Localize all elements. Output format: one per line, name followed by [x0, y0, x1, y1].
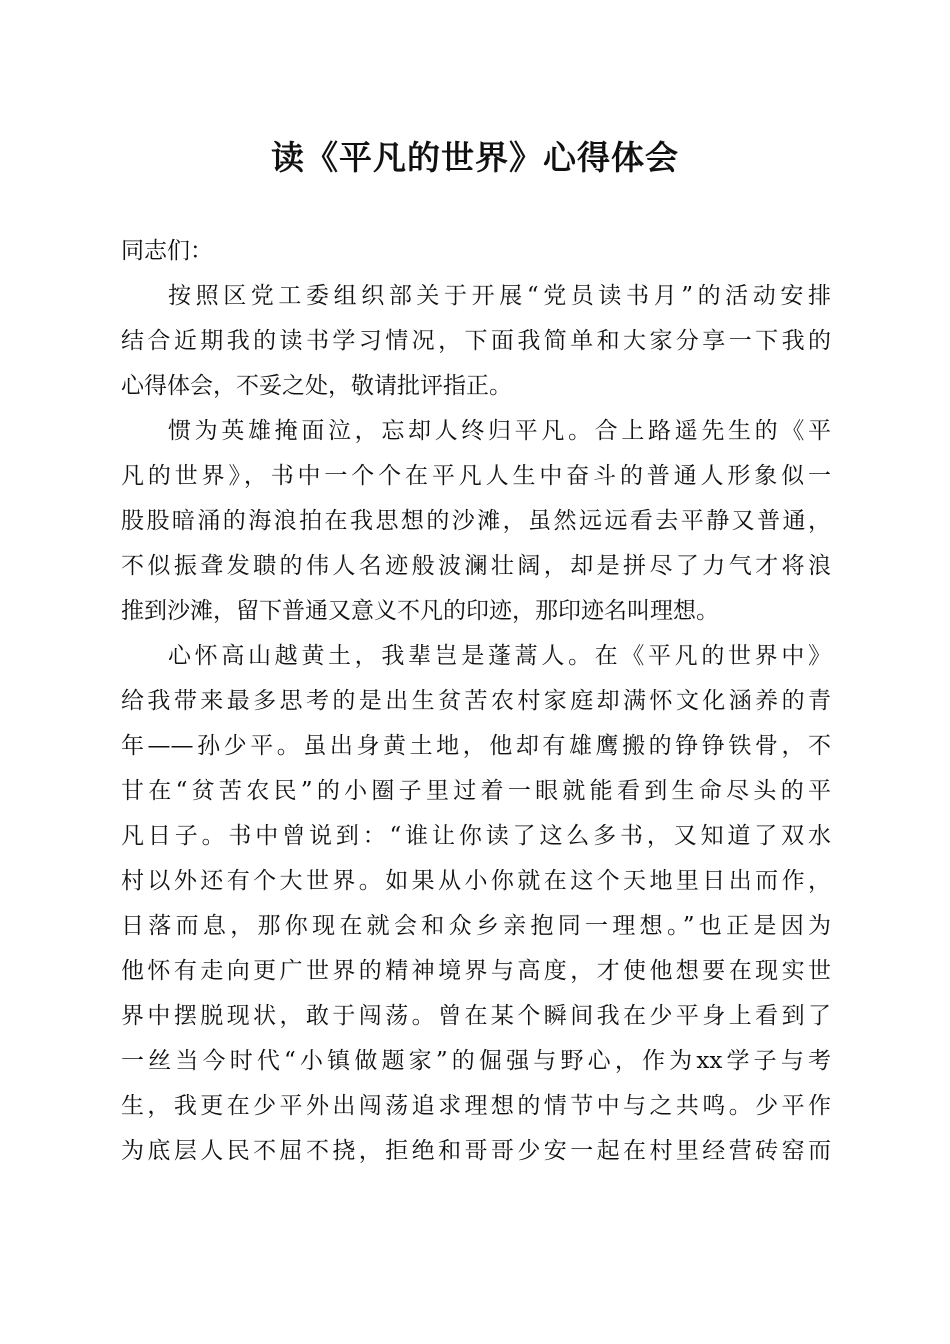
paragraph-3-line-2: 给我带来最多思考的是出生贫苦农村家庭却满怀文化涵养的青: [121, 688, 831, 714]
paragraph-3-line-11: 生，我更在少平外出闯荡追求理想的情节中与之共鸣。少平作: [121, 1093, 831, 1119]
paragraph-3-line-5: 凡日子。书中曾说到：“谁让你读了这么多书，又知道了双水: [121, 823, 831, 849]
paragraph-2-line-3: 股股暗涌的海浪拍在我思想的沙滩，虽然远远看去平静又普通，: [121, 508, 831, 534]
paragraph-3-line-9: 界中摆脱现状，敢于闯荡。曾在某个瞬间我在少平身上看到了: [121, 1003, 831, 1029]
paragraph-3-line-7: 日落而息，那你现在就会和众乡亲抱同一理想。”也正是因为: [121, 913, 831, 939]
paragraph-2-line-5: 推到沙滩，留下普通又意义不凡的印迹，那印迹名叫理想。: [121, 598, 719, 624]
paragraph-3-line-6: 村以外还有个大世界。如果从小你就在这个天地里日出而作，: [121, 868, 831, 894]
paragraph-2-line-1: 惯为英雄掩面泣，忘却人终归平凡。合上路遥先生的《平: [168, 418, 831, 444]
paragraph-3-line-3: 年——孙少平。虽出身黄土地，他却有雄鹰搬的铮铮铁骨，不: [121, 733, 831, 759]
paragraph-2-line-2: 凡的世界》，书中一个个在平凡人生中奋斗的普通人形象似一: [121, 463, 831, 489]
document-title: 读《平凡的世界》心得体会: [271, 138, 679, 177]
document-body: [121, 229, 831, 1174]
paragraph-3-line-12: 为底层人民不屈不挠，拒绝和哥哥少安一起在村里经营砖窑而: [121, 1138, 831, 1164]
paragraph-1-line-3: 心得体会，不妥之处，敬请批评指正。: [121, 373, 512, 399]
salutation: 同志们：: [121, 238, 213, 264]
paragraph-3-line-1: 心怀高山越黄土，我辈岂是蓬蒿人。在《平凡的世界中》: [168, 643, 831, 669]
paragraph-3-line-8: 他怀有走向更广世界的精神境界与高度，才使他想要在现实世: [121, 958, 831, 984]
paragraph-3-line-10: 一丝当今时代“小镇做题家”的倔强与野心，作为xx学子与考: [121, 1048, 831, 1074]
paragraph-2-line-4: 不似振聋发聩的伟人名迹般波澜壮阔，却是拼尽了力气才将浪: [121, 553, 831, 579]
paragraph-1-line-2: 结合近期我的读书学习情况，下面我简单和大家分享一下我的: [121, 328, 831, 354]
paragraph-3-line-4: 甘在“贫苦农民”的小圈子里过着一眼就能看到生命尽头的平: [121, 778, 831, 804]
paragraph-1-line-1: 按照区党工委组织部关于开展“党员读书月”的活动安排: [168, 283, 831, 309]
